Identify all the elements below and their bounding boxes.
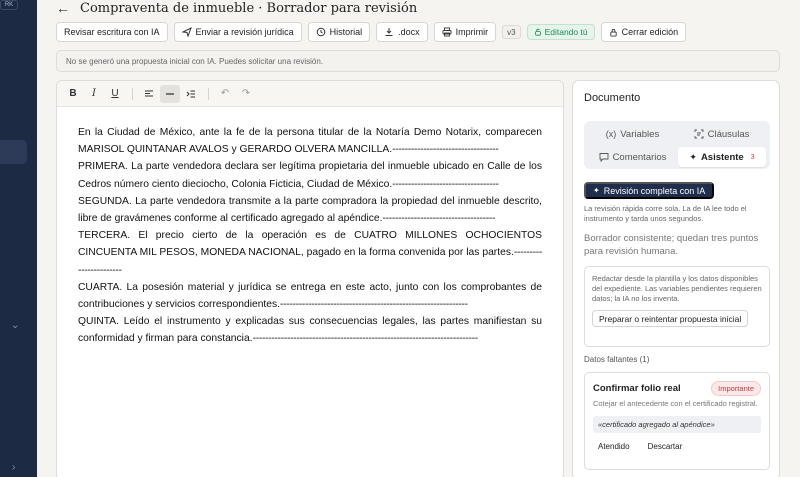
missing-item-quote[interactable]: «certificado agregado al apéndice» (593, 416, 761, 433)
clause-paragraph[interactable] (78, 279, 542, 313)
send-icon (182, 27, 192, 37)
redo-icon[interactable]: ↷ (241, 88, 251, 99)
editor-format-toolbar (57, 81, 563, 107)
italic-icon[interactable]: I (92, 88, 96, 99)
docx-label: .docx (398, 27, 420, 37)
history-label: Historial (329, 27, 363, 37)
clause-paragraph[interactable] (78, 158, 542, 192)
clause-fill: ------------------------------------------------------------ (280, 299, 468, 311)
panel-tabs (584, 121, 770, 169)
missing-item-description: Cotejar el antecedente con el certificado registral. (593, 399, 758, 408)
clause-text: En la Ciudad de México, ante la fe de la persona titular de la Notaría Demo Notarix, comparecen MARISOL QUINTANAR AVALOS y GERARDO OLVERA MANCILLA. (78, 127, 542, 156)
indent-icon[interactable] (181, 85, 201, 103)
mark-done-button[interactable]: Atendido (598, 442, 630, 451)
document-body[interactable] (57, 107, 563, 348)
clause-fill: ----------------------- (78, 247, 542, 276)
history-button[interactable] (308, 22, 371, 42)
lock-open-icon (534, 28, 542, 36)
draft-proposal-box (584, 266, 770, 347)
review-help-text: La revisión rápida corre sola. La de IA lee todo el instrumento y tarda unos segundos. (584, 204, 747, 223)
priority-badge: Importante (711, 381, 761, 396)
chevron-right-icon[interactable]: › (12, 462, 16, 473)
tab-variables[interactable] (588, 124, 677, 144)
editing-status-label: Editando tú (544, 27, 588, 37)
download-docx-button[interactable] (376, 22, 428, 42)
page-header (56, 0, 417, 16)
review-summary: Borrador consistente; quedan tres puntos para revisión humana. (584, 233, 759, 257)
comment-icon (599, 152, 609, 162)
toolbar-divider (208, 88, 209, 100)
back-arrow-icon[interactable]: ← (56, 0, 70, 16)
full-ai-review-label: Revisión completa con IA (603, 185, 706, 196)
clause-fill: ---------------------------------- (392, 178, 499, 190)
clause-text: PRIMERA. La parte vendedora declara ser legítima propietaria del inmueble ubicado en Calle de los Cedros número ciento dieciocho, Colonia Ficticia, Ciudad de México. (78, 161, 542, 190)
clause-paragraph[interactable] (78, 313, 542, 347)
clause-text: CUARTA. La posesión material y jurídica se entrega en este acto, junto con los comprobantes de contribuciones y servicios correspondientes. (78, 281, 542, 311)
history-icon (316, 27, 326, 37)
tab-assistant-label: Asistente (700, 151, 744, 163)
missing-data-card (584, 372, 770, 470)
clause-text: SEGUNDA. La parte vendedora transmite a la parte compradora la propiedad del inmueble descrito, libre de gravámenes conforme al certificado agregado al apéndice. (78, 195, 542, 225)
document-side-panel (572, 80, 780, 477)
discard-button[interactable]: Descartar (647, 442, 683, 451)
undo-icon[interactable]: ↶ (220, 88, 230, 99)
tab-comments-label: Comentarios (612, 151, 667, 163)
send-legal-label: Enviar a revisión jurídica (195, 27, 294, 37)
clause-text: TERCERA. El precio cierto de la operación es de CUATRO MILLONES OCHOCIENTOS CINCUENTA MIL PESOS, MONEDA NACIONAL, pagado en la forma convenida por las partes. (78, 230, 542, 259)
tab-clauses[interactable] (677, 124, 766, 144)
tab-assistant[interactable] (678, 147, 766, 167)
variable-icon: (x) (605, 129, 617, 139)
tab-comments[interactable] (588, 147, 677, 167)
tab-variables-label: Variables (620, 128, 660, 140)
chevron-down-icon[interactable]: ⌄ (11, 320, 20, 331)
close-edit-button[interactable] (601, 22, 687, 42)
full-ai-review-button[interactable] (584, 182, 714, 199)
prepare-proposal-button[interactable]: Preparar o reintentar propuesta inicial (592, 310, 748, 327)
clause-paragraph[interactable] (78, 124, 542, 158)
app-logo[interactable]: RK (0, 0, 18, 10)
missing-item-title: Confirmar folio real (593, 383, 681, 394)
download-icon (384, 27, 394, 37)
sidebar-active-item[interactable] (0, 140, 27, 164)
clause-paragraph[interactable] (78, 227, 542, 279)
tab-clauses-label: Cláusulas (707, 128, 750, 140)
printer-icon (442, 27, 452, 37)
toolbar-divider (132, 88, 133, 100)
editing-status-badge (527, 24, 595, 40)
document-editor (56, 80, 564, 477)
document-toolbar (56, 22, 686, 42)
align-left-icon[interactable] (139, 85, 159, 103)
sparkle-icon: ✦ (689, 151, 697, 162)
bold-icon[interactable]: B (69, 88, 77, 99)
underline-icon[interactable]: U (111, 88, 119, 99)
close-edit-label: Cerrar edición (621, 27, 679, 37)
clause-fill: ------------------------------------ (382, 213, 496, 225)
clause-text: QUINTA. Leído el instrumento y explicadas sus consecuencias legales, las partes manifiestan su conformidad y firman para constancia. (78, 316, 542, 345)
version-badge: v3 (502, 25, 520, 39)
review-ai-label: Revisar escritura con IA (64, 27, 160, 37)
ai-notice-banner: No se generó una propuesta inicial con IA. Puedes solicitar una revisión. (56, 50, 780, 72)
panel-title: Documento (584, 92, 641, 104)
missing-data-header: Datos faltantes (1) (584, 355, 650, 364)
draft-description: Redactar desde la plantilla y los datos disponibles del expediente. Las variables pendientes requieren datos; la IA no los inventa. (592, 274, 762, 303)
sparkle-icon: ✦ (593, 186, 600, 195)
clause-paragraph[interactable] (78, 193, 542, 227)
lock-icon (609, 28, 618, 37)
clause-fill: ---------------------------------- (392, 144, 499, 156)
app-sidebar (0, 0, 37, 477)
send-legal-review-button[interactable] (174, 22, 302, 42)
print-label: Imprimir (455, 27, 489, 37)
assistant-count-badge: 3 (750, 153, 755, 161)
horizontal-rule-icon[interactable] (160, 85, 180, 103)
review-ai-button[interactable] (56, 22, 168, 42)
page-title: Compraventa de inmueble · Borrador para revisión (80, 0, 418, 16)
print-button[interactable] (434, 22, 497, 42)
clause-fill: ------------------------------------------------------------------------ (252, 333, 478, 345)
clause-scan-icon (694, 129, 704, 139)
